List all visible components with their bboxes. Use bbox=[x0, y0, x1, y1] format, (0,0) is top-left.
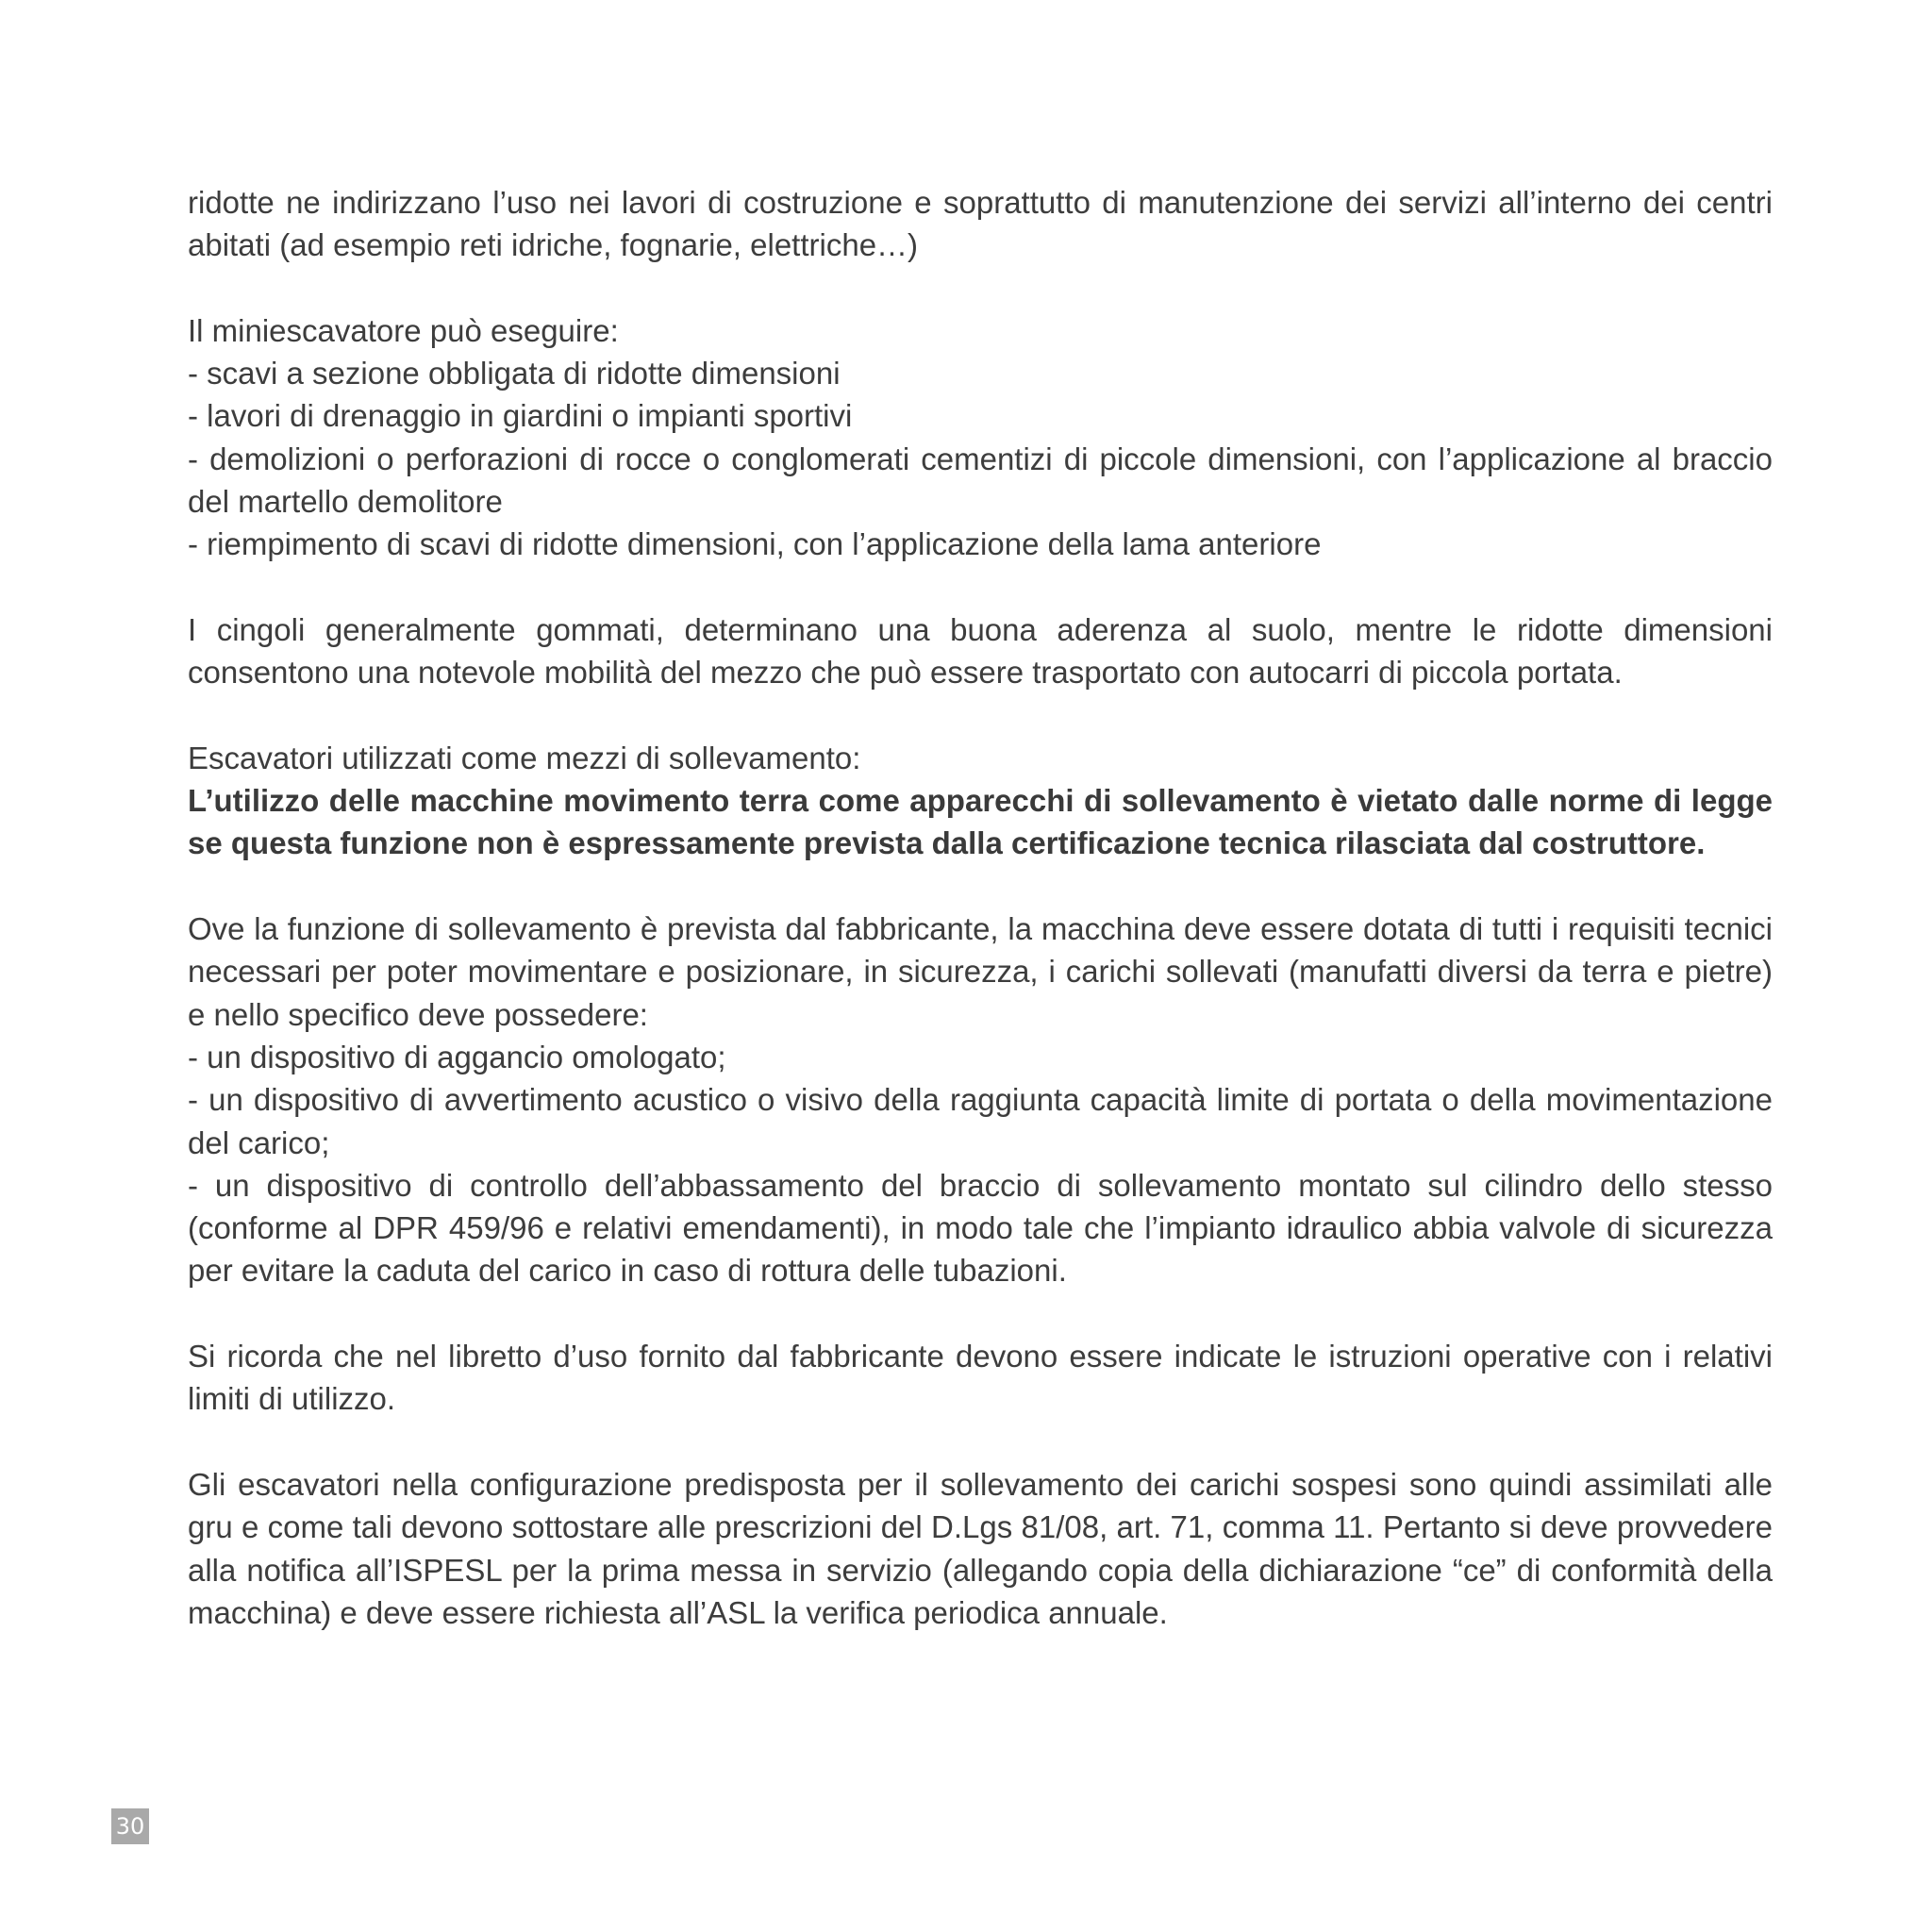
paragraph-lifting bbox=[188, 737, 1773, 865]
list-item: - riempimento di scavi di ridotte dimensioni, con l’applicazione della lama anteriore bbox=[188, 526, 1322, 562]
list-item: - scavi a sezione obbligata di ridotte dimensioni bbox=[188, 356, 841, 391]
capabilities-intro: Il miniescavatore può eseguire: bbox=[188, 312, 619, 348]
lifting-warning: L’utilizzo delle macchine movimento terra come apparecchi di sollevamento è vietato dalle norme di legge se questa funzione non è espressamente prevista dalla certificazione tecnica rilasciata dal costruttore. bbox=[188, 783, 1773, 861]
paragraph-intro: ridotte ne indirizzano l’uso nei lavori di costruzione e soprattutto di manutenzione dei servizi all’interno dei centri abitati (ad esempio reti idriche, fognarie, elettriche…) bbox=[188, 185, 1773, 263]
paragraph-manual: Si ricorda che nel libretto d’uso fornito dal fabbricante devono essere indicate le istruzioni operative con i relativi limiti di utilizzo. bbox=[188, 1339, 1773, 1417]
paragraph-tracks: I cingoli generalmente gommati, determinano una buona aderenza al suolo, mentre le ridotte dimensioni consentono una notevole mobilità del mezzo che può essere trasportato con autocarri di piccola portata. bbox=[188, 611, 1773, 691]
requirements-intro: Ove la funzione di sollevamento è prevista dal fabbricante, la macchina deve essere dotata di tutti i requisiti tecnici necessari per poter movimentare e posizionare, in sicurezza, i carichi sollevati (manufatti diversi da terra e pietre) e nello specifico deve possedere: bbox=[188, 911, 1773, 1032]
list-item: - un dispositivo di aggancio omologato; bbox=[188, 1039, 726, 1074]
paragraph-requirements bbox=[188, 908, 1773, 1292]
paragraph-regulation: Gli escavatori nella configurazione predisposta per il sollevamento dei carichi sospesi sono quindi assimilati alle gru e come tali devono sottostare alle prescrizioni del D.Lgs 81/08, art. 71, comma 11. Pertanto si deve provvedere alla notifica all’ISPESL per la prima messa in servizio (allegando copia della dichiarazione “ce” di conformità della macchina) e deve essere richiesta all’ASL la verifica periodica annuale. bbox=[188, 1466, 1773, 1630]
page-number: 30 bbox=[111, 1808, 149, 1844]
list-item: - un dispositivo di avvertimento acustico o visivo della raggiunta capacità limite di portata o della movimentazione del carico; bbox=[188, 1082, 1773, 1160]
list-item: - un dispositivo di controllo dell’abbassamento del braccio di sollevamento montato sul cilindro dello stesso (conforme al DPR 459/96 e relativi emendamenti), in modo tale che l’impianto idraulico abbia valvole di sicurezza per evitare la caduta del carico in caso di rottura delle tubazioni. bbox=[188, 1167, 1773, 1289]
paragraph-capabilities bbox=[188, 309, 1773, 566]
lifting-intro: Escavatori utilizzati come mezzi di sollevamento: bbox=[188, 740, 861, 775]
document-body bbox=[188, 181, 1773, 1676]
list-item: - demolizioni o perforazioni di rocce o conglomerati cementizi di piccole dimensioni, con l’applicazione al braccio del martello demolitore bbox=[188, 441, 1773, 520]
list-item: - lavori di drenaggio in giardini o impianti sportivi bbox=[188, 398, 853, 434]
